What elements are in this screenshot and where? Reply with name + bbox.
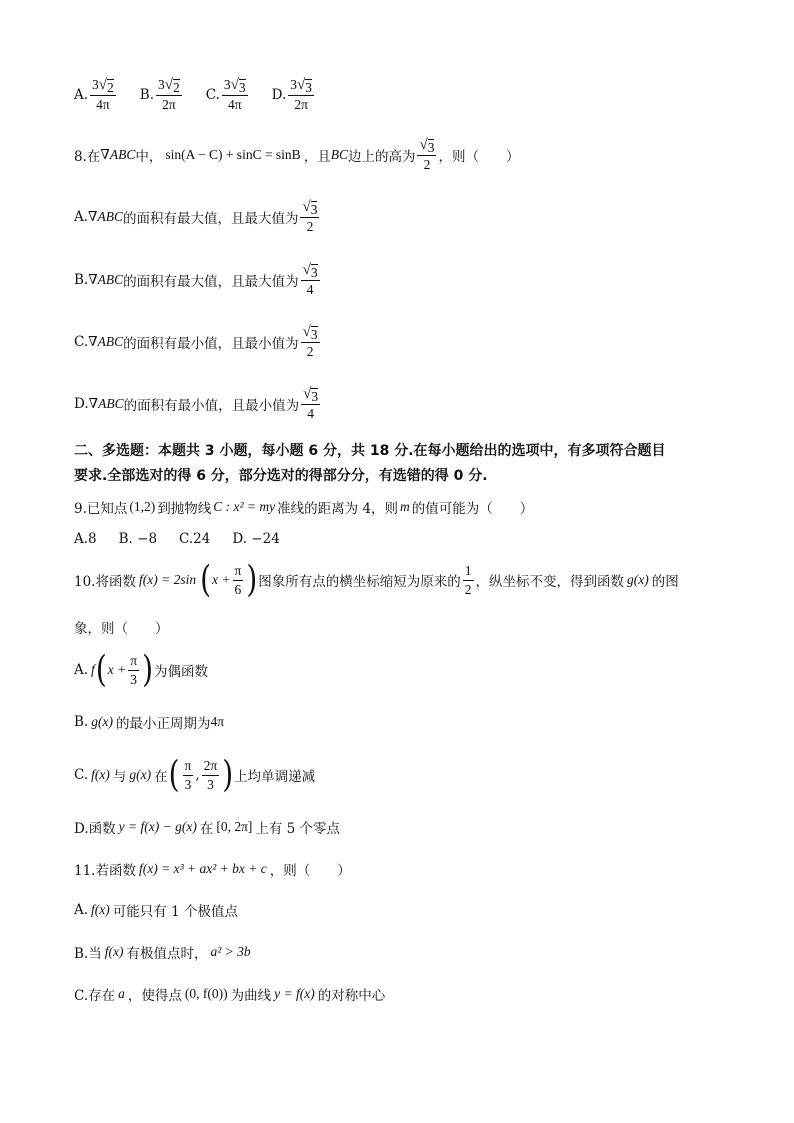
q9-option-c: C.24	[179, 531, 211, 547]
q8-option-c: C. ∇ ABC 的面积有最小值，且最小值为 √ 3 2	[74, 324, 318, 359]
q10-stem: 10.将函数 f(x) = 2sin ( x + $\frac{\pi}{6}$ ) 图象所有点的横坐标缩短为原来的 $\frac{1}{2}$ ，纵坐标不变，得到函数 g(x) 的图	[74, 557, 679, 601]
q9-stem: 9.已知点 (1,2) 到抛物线 C : x² = my 准线的距离为 4，则 m 的值可能为（ ）	[74, 499, 534, 517]
q10-option-a: A. f ( x + $\frac{\pi}{3}$ ) 为偶函数	[74, 647, 208, 691]
q11-option-b: B.当 f(x) 有极值点时， a² > 3b	[74, 944, 251, 962]
q10-option-b: B. g(x) 的最小正周期为 4π	[74, 714, 225, 732]
q11-stem: 11.若函数 f(x) = x³ + ax² + bx + c ，则（ ）	[74, 861, 351, 879]
section-heading-line1: 二、多选题：本题共 3 小题，每小题 6 分，共 18 分.在每小题给出的选项中，有多项符合题目	[74, 443, 666, 459]
section-heading-line2: 要求.全部选对的得 6 分，部分选对的得部分分，有选错的得 0 分.	[74, 468, 488, 484]
q8-option-a: A. ∇ ABC 的面积有最大值，且最大值为 √ 3 2	[74, 199, 318, 234]
q11-option-a: A. f(x) 可能只有 1 个极值点	[74, 902, 238, 920]
q8-stem: 8.在 ∇ ABC 中， sin(A − C) + sinC = sinB ，且 BC 边上的高为 √ 3 2 ，则（ ）	[74, 137, 520, 172]
q9-options	[74, 531, 302, 547]
q7-options	[74, 76, 338, 113]
q9-option-d: D. −24	[232, 531, 280, 547]
q7-option-a: A. 3 √ 2 4π	[74, 77, 114, 112]
q7-option-d: D. 3 √ 3 2π	[271, 77, 312, 112]
q11-option-c: C.存在 a ，使得点 (0, f(0)) 为曲线 y = f(x) 的对称中心	[74, 986, 386, 1004]
q9-option-a: A.8	[74, 531, 97, 547]
q8-option-d: D. ∇ ABC 的面积有最小值，且最小值为 √ 3 4	[74, 386, 319, 421]
q10-stem-line2: 象，则（ ）	[74, 621, 169, 637]
q10-option-c: C. f(x) 与 g(x) 在 ( $\frac{\pi}{3}$ , $\frac{2\pi}{3}$ ) 上均单调递减	[74, 752, 316, 796]
q8-option-b: B. ∇ ABC 的面积有最大值，且最大值为 √ 3 4	[74, 262, 318, 297]
q9-option-b: B. −8	[118, 531, 158, 547]
q7-option-b: B. 3 √ 2 2π	[139, 77, 180, 112]
q10-option-d: D.函数 y = f(x) − g(x) 在 [0, 2π] 上有 5 个零点	[74, 819, 341, 837]
q7-option-c: C. 3 √ 3 4π	[205, 77, 246, 112]
